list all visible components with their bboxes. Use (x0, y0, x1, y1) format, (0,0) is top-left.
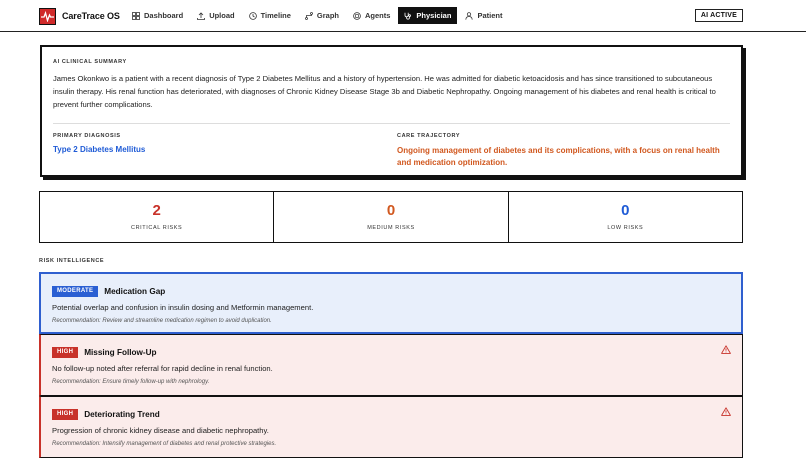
severity-badge: HIGH (52, 347, 78, 358)
nav-dashboard-label: Dashboard (144, 11, 184, 20)
primary-diagnosis-label: PRIMARY DIAGNOSIS (53, 133, 121, 139)
clinical-summary-card (40, 45, 743, 177)
risk-recommendation: Recommendation: Review and streamline medication regimen to avoid duplication. (52, 318, 272, 324)
risk-card-deteriorating-trend[interactable] (39, 396, 743, 458)
summary-eyebrow: AI CLINICAL SUMMARY (53, 59, 127, 65)
risk-card-header (52, 408, 731, 420)
medium-risks-stat (274, 192, 508, 242)
warning-icon (721, 407, 731, 416)
care-trajectory-value: Ongoing management of diabetes and its complications, with a focus on renal health and medication optimization. (397, 146, 720, 167)
nav-graph[interactable] (299, 7, 345, 24)
pulse-logo-icon (39, 8, 56, 25)
risk-intelligence-heading: RISK INTELLIGENCE (39, 258, 105, 264)
risk-description: Progression of chronic kidney disease and diabetic nephropathy. (52, 426, 269, 435)
nav-graph-label: Graph (316, 11, 339, 20)
stethoscope-icon (404, 12, 412, 20)
risk-title: Medication Gap (104, 286, 166, 296)
risk-card-missing-follow-up[interactable] (39, 334, 743, 396)
graph-icon (305, 12, 313, 20)
nav-patient[interactable] (459, 7, 508, 24)
clock-icon (249, 12, 257, 20)
critical-risks-stat (40, 192, 274, 242)
care-trajectory (397, 133, 727, 169)
risk-card-header (52, 285, 730, 297)
brand[interactable] (39, 7, 120, 25)
warning-icon (721, 345, 731, 354)
severity-badge: HIGH (52, 409, 78, 420)
risk-description: Potential overlap and confusion in insulin dosing and Metformin management. (52, 303, 314, 312)
upload-icon (197, 12, 205, 20)
top-navigation-bar (0, 0, 806, 32)
risk-description: No follow-up noted after referral for rapid decline in renal function. (52, 364, 273, 373)
low-risks-label: LOW RISKS (607, 225, 644, 231)
nav-physician[interactable] (398, 7, 457, 24)
nav-dashboard[interactable] (126, 7, 189, 24)
agents-icon (353, 12, 361, 20)
critical-risks-count: 2 (152, 202, 161, 219)
care-trajectory-label: CARE TRAJECTORY (397, 133, 461, 139)
risk-title: Deteriorating Trend (84, 409, 160, 419)
risk-card-medication-gap[interactable] (39, 272, 743, 334)
nav-physician-label: Physician (416, 11, 452, 20)
nav-patient-label: Patient (477, 11, 503, 20)
primary-diagnosis-value: Type 2 Diabetes Mellitus (53, 145, 146, 154)
summary-divider (53, 123, 730, 124)
nav-upload[interactable] (191, 7, 240, 24)
risk-title: Missing Follow-Up (84, 347, 157, 357)
nav-timeline[interactable] (243, 7, 297, 24)
risk-recommendation: Recommendation: Intensify management of diabetes and renal protective strategies. (52, 441, 277, 447)
main-nav (126, 7, 510, 24)
medium-risks-count: 0 (386, 202, 396, 219)
critical-risks-label: CRITICAL RISKS (131, 225, 183, 231)
medium-risks-label: MEDIUM RISKS (367, 225, 415, 231)
severity-badge: MODERATE (52, 286, 98, 297)
nav-upload-label: Upload (209, 11, 235, 20)
grid-icon (132, 12, 140, 20)
risk-card-header (52, 346, 731, 358)
app-name: CareTrace OS (62, 11, 120, 21)
nav-agents[interactable] (347, 7, 396, 24)
primary-diagnosis (53, 133, 383, 154)
summary-text: James Okonkwo is a patient with a recent diagnosis of Type 2 Diabetes Mellitus and a history of hypertension. He was admitted for diabetic ketoacidosis and has since transitioned to subcutaneous insulin therapy. His renal function has deteriorated, with diagnoses of Chronic Kidney Disease Stage 3b and Diabetic Nephropathy. Ongoing management of his diabetes and renal health is critical to prevent further complications. (53, 74, 716, 109)
ai-status-badge: AI ACTIVE (695, 9, 743, 22)
risk-counts (39, 191, 743, 243)
low-risks-stat (509, 192, 742, 242)
nav-agents-label: Agents (365, 11, 391, 20)
user-icon (465, 12, 473, 20)
risk-recommendation: Recommendation: Ensure timely follow-up with nephrology. (52, 379, 210, 385)
nav-timeline-label: Timeline (260, 11, 291, 20)
low-risks-count: 0 (621, 202, 630, 219)
